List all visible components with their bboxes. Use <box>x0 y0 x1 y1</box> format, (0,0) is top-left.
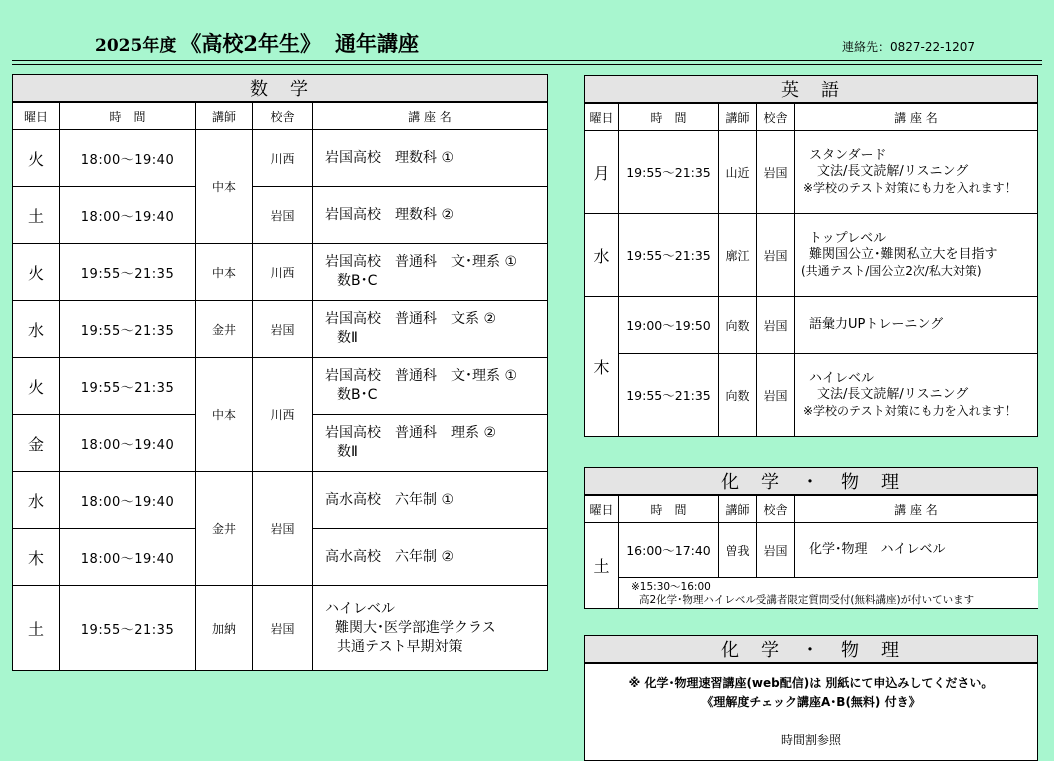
chem-table <box>584 467 1038 609</box>
page-subtitle: 通年講座 <box>334 31 419 56</box>
chem-web-title: 化 学 ・ 物 理 <box>585 636 1038 664</box>
time-cell: 19:55～21:35 <box>619 354 719 437</box>
col-teacher: 講師 <box>719 495 757 523</box>
math-table <box>12 74 548 671</box>
chem-title: 化 学 ・ 物 理 <box>585 468 1038 496</box>
teacher-cell: 金井 <box>196 472 253 586</box>
campus-cell: 岩国 <box>757 131 795 214</box>
table-row <box>585 214 1038 297</box>
course-cell: 岩国高校 普通科 文･理系 ① 数B･C <box>313 358 548 415</box>
col-course: 講 座 名 <box>795 495 1038 523</box>
col-teacher: 講師 <box>196 102 253 130</box>
col-day: 曜日 <box>585 495 619 523</box>
chem-web-line1: ※ 化学･物理速習講座(web配信)は 別紙にて申込みしてください。 <box>628 676 994 690</box>
chem-note-text: 高2化学･物理ハイレベル受講者限定質問受付(無料講座)が付いています <box>639 594 975 606</box>
col-time: 時 間 <box>619 495 719 523</box>
campus-cell: 岩国 <box>757 214 795 297</box>
time-cell: 18:00～19:40 <box>60 415 196 472</box>
campus-cell: 岩国 <box>757 354 795 437</box>
teacher-cell: 向数 <box>719 297 757 354</box>
table-row <box>585 297 1038 354</box>
course-cell: 化学･物理 ハイレベル <box>795 523 1038 578</box>
table-row <box>585 354 1038 437</box>
day-cell: 水 <box>13 301 60 358</box>
time-cell: 18:00～19:40 <box>60 130 196 187</box>
campus-cell: 川西 <box>253 130 313 187</box>
course-cell: 語彙力UPトレーニング <box>795 297 1038 354</box>
table-row <box>13 244 548 301</box>
course-cell: 岩国高校 普通科 理系 ② 数Ⅱ <box>313 415 548 472</box>
campus-cell: 岩国 <box>253 187 313 244</box>
day-cell: 水 <box>13 472 60 529</box>
table-row <box>13 301 548 358</box>
campus-cell: 岩国 <box>253 586 313 671</box>
course-cell: ハイレベル 難関大･医学部進学クラス 共通テスト早期対策 <box>313 586 548 671</box>
english-table <box>584 75 1038 437</box>
time-cell: 19:00～19:50 <box>619 297 719 354</box>
teacher-cell: 中本 <box>196 358 253 472</box>
course-cell: 岩国高校 理数科 ① <box>313 130 548 187</box>
chem-note <box>585 578 1038 609</box>
col-time: 時 間 <box>60 102 196 130</box>
page-grade: 《高校2年生》 <box>180 31 321 56</box>
day-cell: 水 <box>585 214 619 297</box>
col-campus: 校舎 <box>757 103 795 131</box>
campus-cell: 岩国 <box>757 523 795 578</box>
day-cell: 月 <box>585 131 619 214</box>
teacher-cell: 曽我 <box>719 523 757 578</box>
header-rule-inner <box>12 64 1042 65</box>
teacher-cell: 山近 <box>719 131 757 214</box>
time-cell: 19:55～21:35 <box>619 214 719 297</box>
col-day: 曜日 <box>585 103 619 131</box>
teacher-cell: 金井 <box>196 301 253 358</box>
time-cell: 19:55～21:35 <box>60 586 196 671</box>
day-cell: 土 <box>13 187 60 244</box>
day-cell: 火 <box>13 130 60 187</box>
day-cell: 木 <box>13 529 60 586</box>
time-cell: 19:55～21:35 <box>60 301 196 358</box>
course-cell: 岩国高校 理数科 ② <box>313 187 548 244</box>
chem-note-time: ※15:30～16:00 <box>631 581 711 593</box>
contact-info: 連絡先：0827-22-1207 <box>842 40 976 54</box>
time-cell: 16:00～17:40 <box>619 523 719 578</box>
table-row <box>13 187 548 244</box>
campus-cell: 岩国 <box>757 297 795 354</box>
table-row <box>13 358 548 415</box>
teacher-cell: 加納 <box>196 586 253 671</box>
day-cell: 土 <box>585 523 619 609</box>
chem-note-cell <box>619 578 1038 609</box>
course-cell: 岩国高校 普通科 文系 ② 数Ⅱ <box>313 301 548 358</box>
day-cell: 木 <box>585 297 619 437</box>
course-cell: 岩国高校 普通科 文･理系 ① 数B･C <box>313 244 548 301</box>
col-time: 時 間 <box>619 103 719 131</box>
table-row <box>13 586 548 671</box>
teacher-cell: 向数 <box>719 354 757 437</box>
campus-cell: 川西 <box>253 244 313 301</box>
course-cell: ハイレベル 文法/長文読解/リスニング ※学校のテスト対策にも力を入れます！ <box>795 354 1038 437</box>
col-day: 曜日 <box>13 102 60 130</box>
course-cell: トップレベル 難関国公立･難関私立大を目指す (共通テスト/国公立2次/私大対策) <box>795 214 1038 297</box>
page-year: 2025年度 <box>95 36 177 56</box>
course-cell: スタンダード 文法/長文読解/リスニング ※学校のテスト対策にも力を入れます！ <box>795 131 1038 214</box>
course-cell: 高水高校 六年制 ① <box>313 472 548 529</box>
course-cell: 高水高校 六年制 ② <box>313 529 548 586</box>
day-cell: 火 <box>13 244 60 301</box>
time-cell: 18:00～19:40 <box>60 187 196 244</box>
page-title <box>95 28 419 58</box>
time-cell: 19:55～21:35 <box>60 358 196 415</box>
chem-web-line2: 《理解度チェック講座A･B(無料) 付き》 時間割参照 <box>701 695 921 747</box>
teacher-cell: 中本 <box>196 244 253 301</box>
table-row <box>585 131 1038 214</box>
col-teacher: 講師 <box>719 103 757 131</box>
chem-web-body <box>585 663 1038 761</box>
chem-web-box <box>584 635 1038 761</box>
col-campus: 校舎 <box>253 102 313 130</box>
day-cell: 火 <box>13 358 60 415</box>
time-cell: 18:00～19:40 <box>60 529 196 586</box>
campus-cell: 川西 <box>253 358 313 472</box>
english-title: 英 語 <box>585 76 1038 104</box>
table-row <box>585 523 1038 578</box>
table-row <box>13 130 548 187</box>
time-cell: 19:55～21:35 <box>619 131 719 214</box>
col-course: 講 座 名 <box>795 103 1038 131</box>
time-cell: 18:00～19:40 <box>60 472 196 529</box>
day-cell: 土 <box>13 586 60 671</box>
teacher-cell: 廓江 <box>719 214 757 297</box>
campus-cell: 岩国 <box>253 472 313 586</box>
teacher-cell: 中本 <box>196 130 253 244</box>
day-cell: 金 <box>13 415 60 472</box>
header-rule <box>12 60 1042 61</box>
col-course: 講 座 名 <box>313 102 548 130</box>
time-cell: 19:55～21:35 <box>60 244 196 301</box>
col-campus: 校舎 <box>757 495 795 523</box>
math-title: 数 学 <box>13 75 548 103</box>
table-row <box>13 472 548 529</box>
campus-cell: 岩国 <box>253 301 313 358</box>
